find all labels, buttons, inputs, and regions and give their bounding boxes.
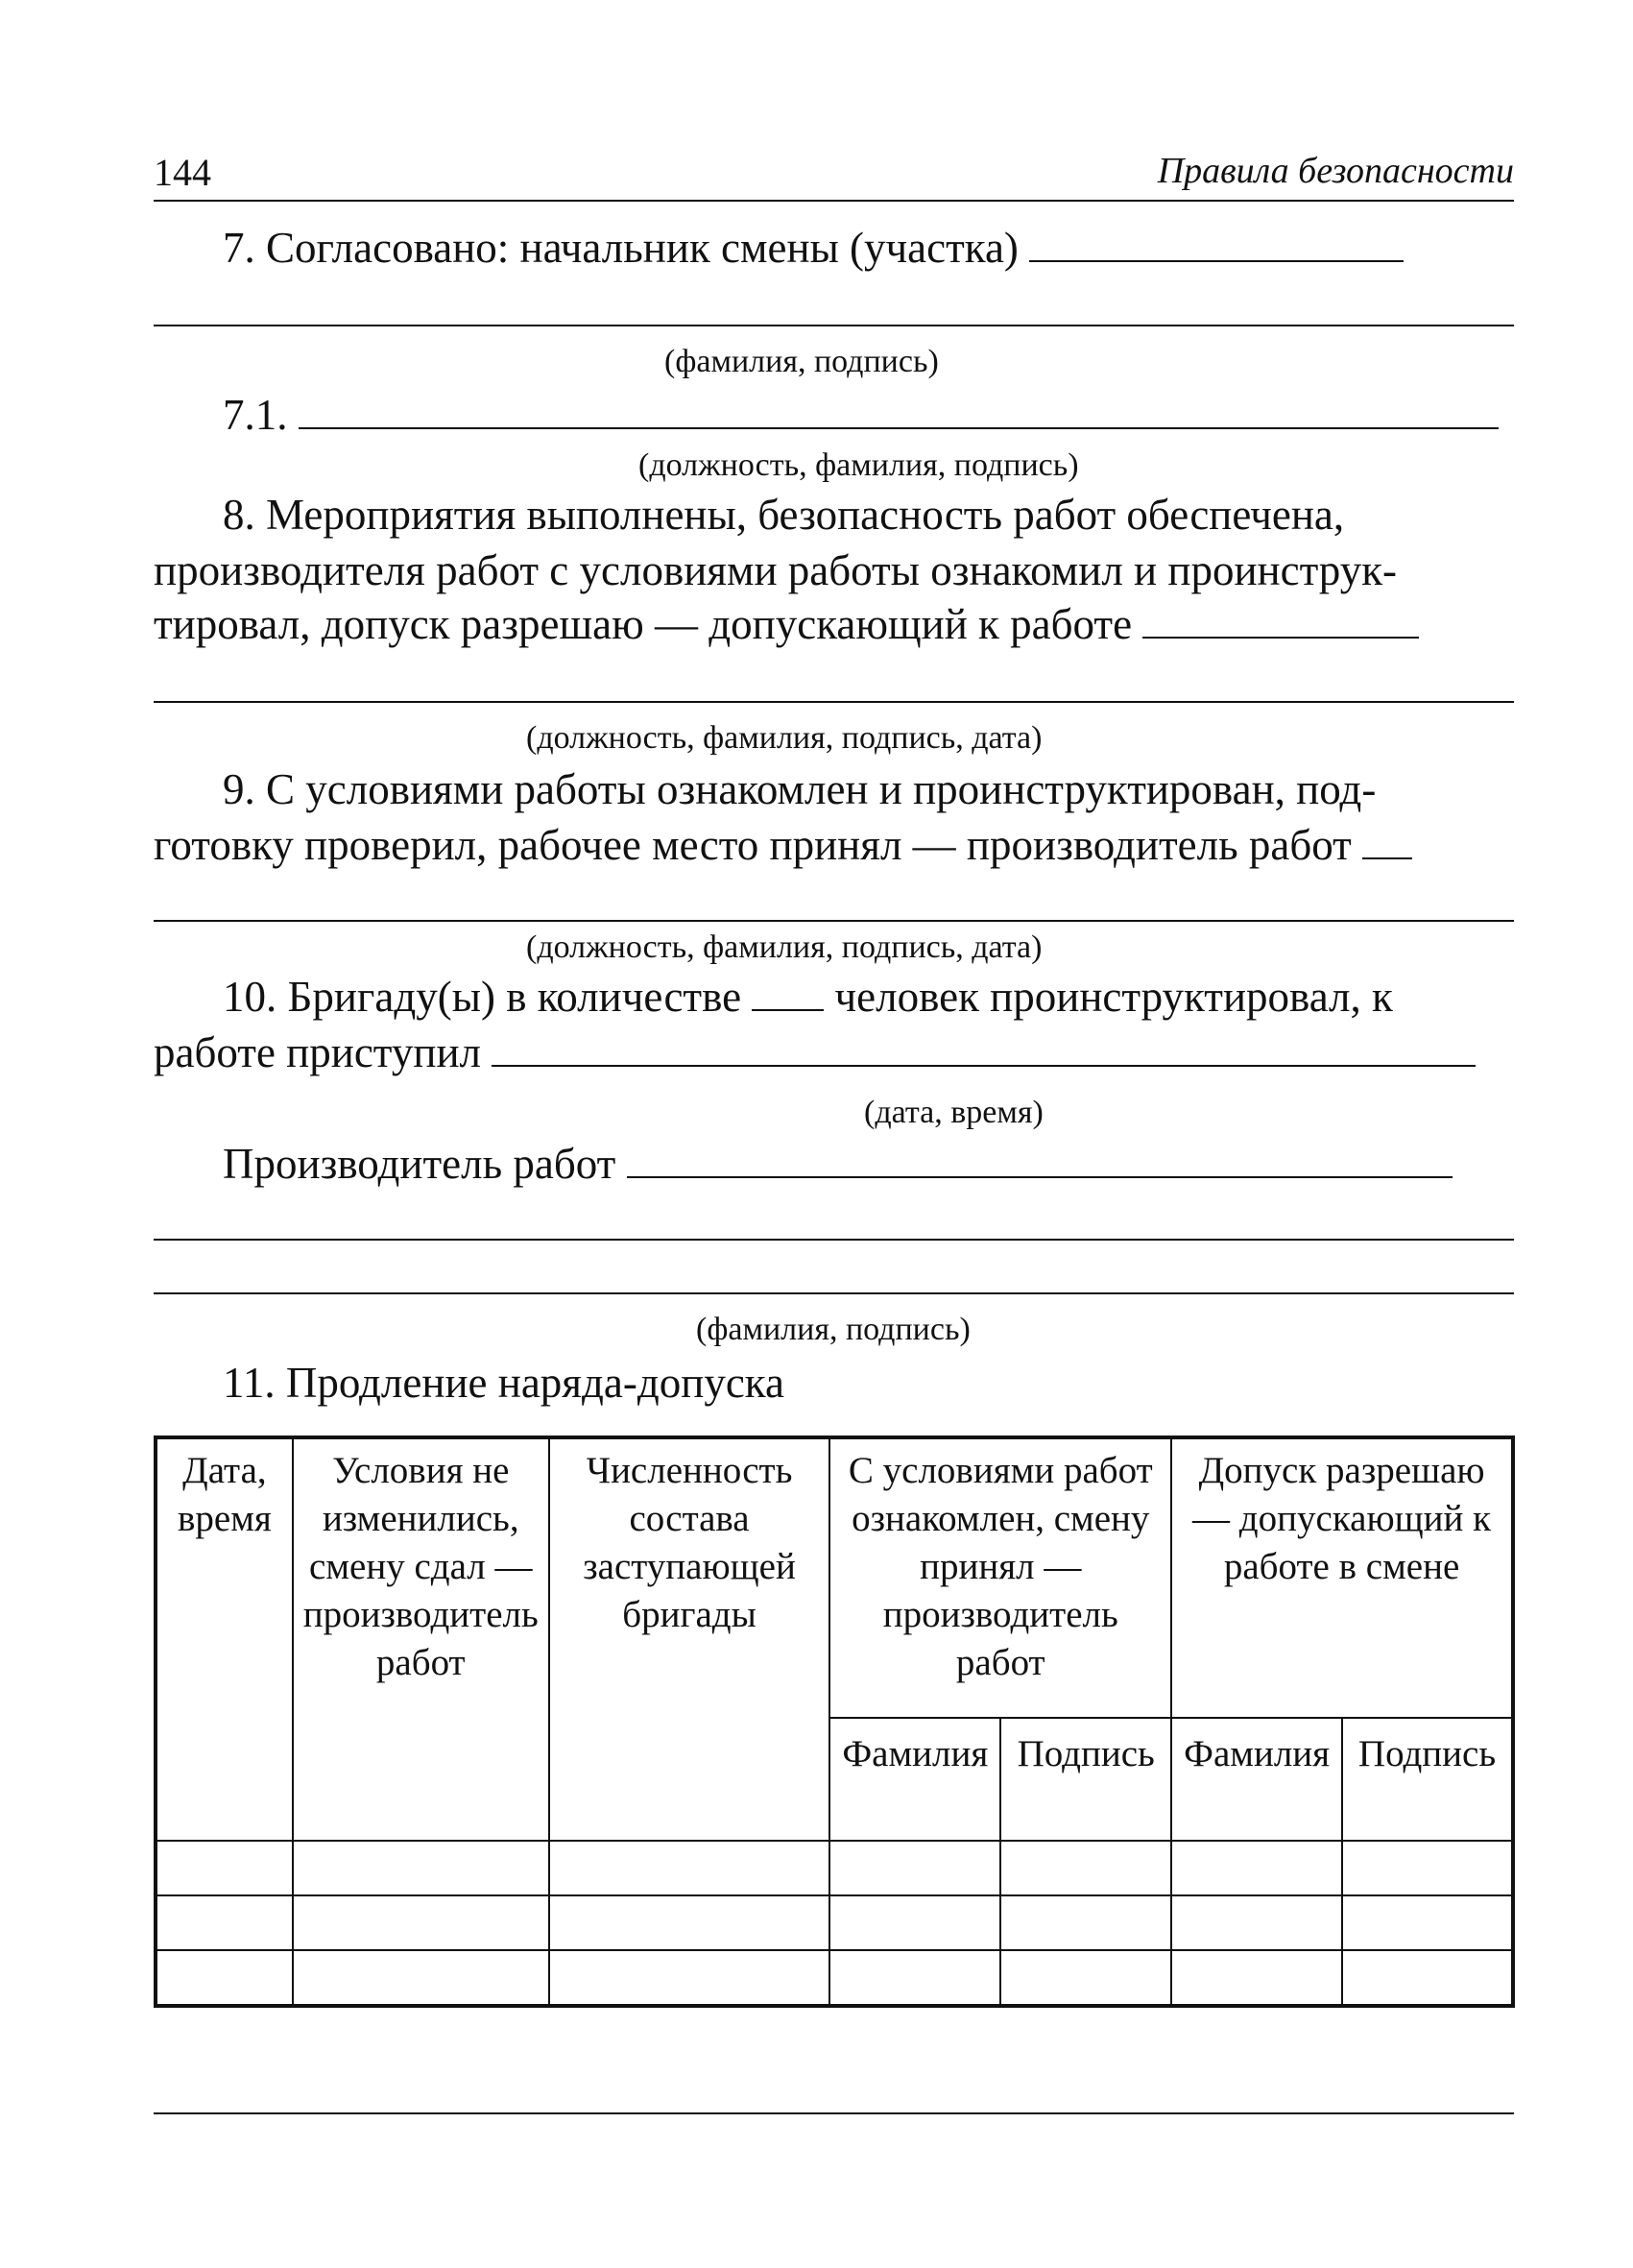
section-10-text-b: человек проинструктировал, к [834,973,1393,1021]
table-cell[interactable] [1000,1841,1171,1895]
performer-blank[interactable] [627,1176,1453,1178]
section-11-title: 11. Продление наряда-допуска [223,1359,784,1407]
section-7-line [154,224,1583,272]
table-cell[interactable] [1000,1895,1171,1950]
table-cell[interactable] [1171,1895,1342,1950]
table-cell[interactable] [549,1895,830,1950]
col-conditions-unchanged: Условия не изменились, смену сдал — производитель работ [293,1437,549,1841]
section-9-line-2-text: готовку проверил, рабочее место принял — производитель работ [154,821,1352,869]
table-cell[interactable] [293,1950,549,2006]
section-10-caption: (дата, время) [864,1095,1044,1130]
table-cell[interactable] [293,1841,549,1895]
table-cell[interactable] [549,1950,830,2006]
sub-surname-b: Фамилия [1171,1718,1342,1841]
footer-rule [154,2112,1514,2114]
performer-caption: (фамилия, подпись) [696,1312,971,1347]
col-crew-size: Численность состава заступающей бригады [549,1437,830,1841]
section-8-line-3 [154,600,1514,648]
table-row [156,1950,1513,2006]
table-cell[interactable] [1171,1950,1342,2006]
section-7-1-blank[interactable] [299,427,1499,429]
section-9-blank[interactable] [1362,857,1412,859]
col-admission-allowed: Допуск разрешаю — допускающий к работе в смене [1171,1437,1513,1718]
table-cell[interactable] [829,1841,1000,1895]
table-cell[interactable] [1342,1895,1513,1950]
table-cell[interactable] [829,1895,1000,1950]
col-shift-accepted: С условиями работ ознакомлен, смену принял — производитель работ [829,1437,1171,1718]
section-10-text-a: 10. Бригаду(ы) в количестве [223,973,742,1021]
section-10-line-2-text: работе приступил [154,1028,481,1076]
section-7-caption: (фамилия, подпись) [664,344,939,379]
section-10-line-2 [154,1028,1514,1076]
section-9-caption: (должность, фамилия, подпись, дата) [526,929,1043,965]
section-8-caption: (должность, фамилия, подпись, дата) [526,720,1043,756]
extension-table [154,1436,1515,2008]
table-cell[interactable] [1171,1841,1342,1895]
section-7-1-label: 7.1. [223,391,288,439]
performer-rule-1[interactable] [154,1239,1514,1241]
section-8-line-2: производителя работ с условиями работы ознакомил и проинструк- [154,546,1398,594]
table-cell[interactable] [156,1841,293,1895]
table-cell[interactable] [1342,1841,1513,1895]
running-title: Правила безопасности [1157,151,1514,191]
section-7-text: 7. Согласовано: начальник смены (участка) [223,224,1019,272]
sub-surname-a: Фамилия [829,1718,1000,1841]
page-number: 144 [154,151,211,194]
table-row [156,1841,1513,1895]
performer-label: Производитель работ [223,1140,616,1188]
section-10-count-blank[interactable] [752,1009,824,1011]
table-cell[interactable] [156,1950,293,2006]
performer-rule-2[interactable] [154,1292,1514,1294]
table-cell[interactable] [1342,1950,1513,2006]
col-date-time: Дата, время [156,1437,293,1841]
sub-signature-b: Подпись [1342,1718,1513,1841]
performer-line [154,1140,1583,1188]
section-9-line-2 [154,821,1514,869]
table-cell[interactable] [1000,1950,1171,2006]
section-8-rule[interactable] [154,701,1514,703]
table-row [156,1895,1513,1950]
section-8-line-3-text: тировал, допуск разрешаю — допускающий к работе [154,600,1133,648]
section-8-line-1: 8. Мероприятия выполнены, безопасность работ обеспечена, [223,491,1345,539]
table-cell[interactable] [293,1895,549,1950]
section-7-blank[interactable] [1029,260,1404,262]
section-9-rule[interactable] [154,920,1514,922]
sub-signature-a: Подпись [1000,1718,1171,1841]
page-header [154,144,1514,202]
section-10-blank[interactable] [492,1065,1476,1067]
table-cell[interactable] [156,1895,293,1950]
table-header-row [156,1437,1513,1718]
table-cell[interactable] [829,1950,1000,2006]
section-8-blank[interactable] [1142,637,1419,639]
section-7-rule[interactable] [154,325,1514,326]
section-7-1-caption: (должность, фамилия, подпись) [638,447,1079,483]
table-cell[interactable] [549,1841,830,1895]
section-10-line-1 [154,973,1583,1021]
section-7-1-line [154,391,1583,439]
section-9-line-1: 9. С условиями работы ознакомлен и проинструктирован, под- [223,765,1377,813]
